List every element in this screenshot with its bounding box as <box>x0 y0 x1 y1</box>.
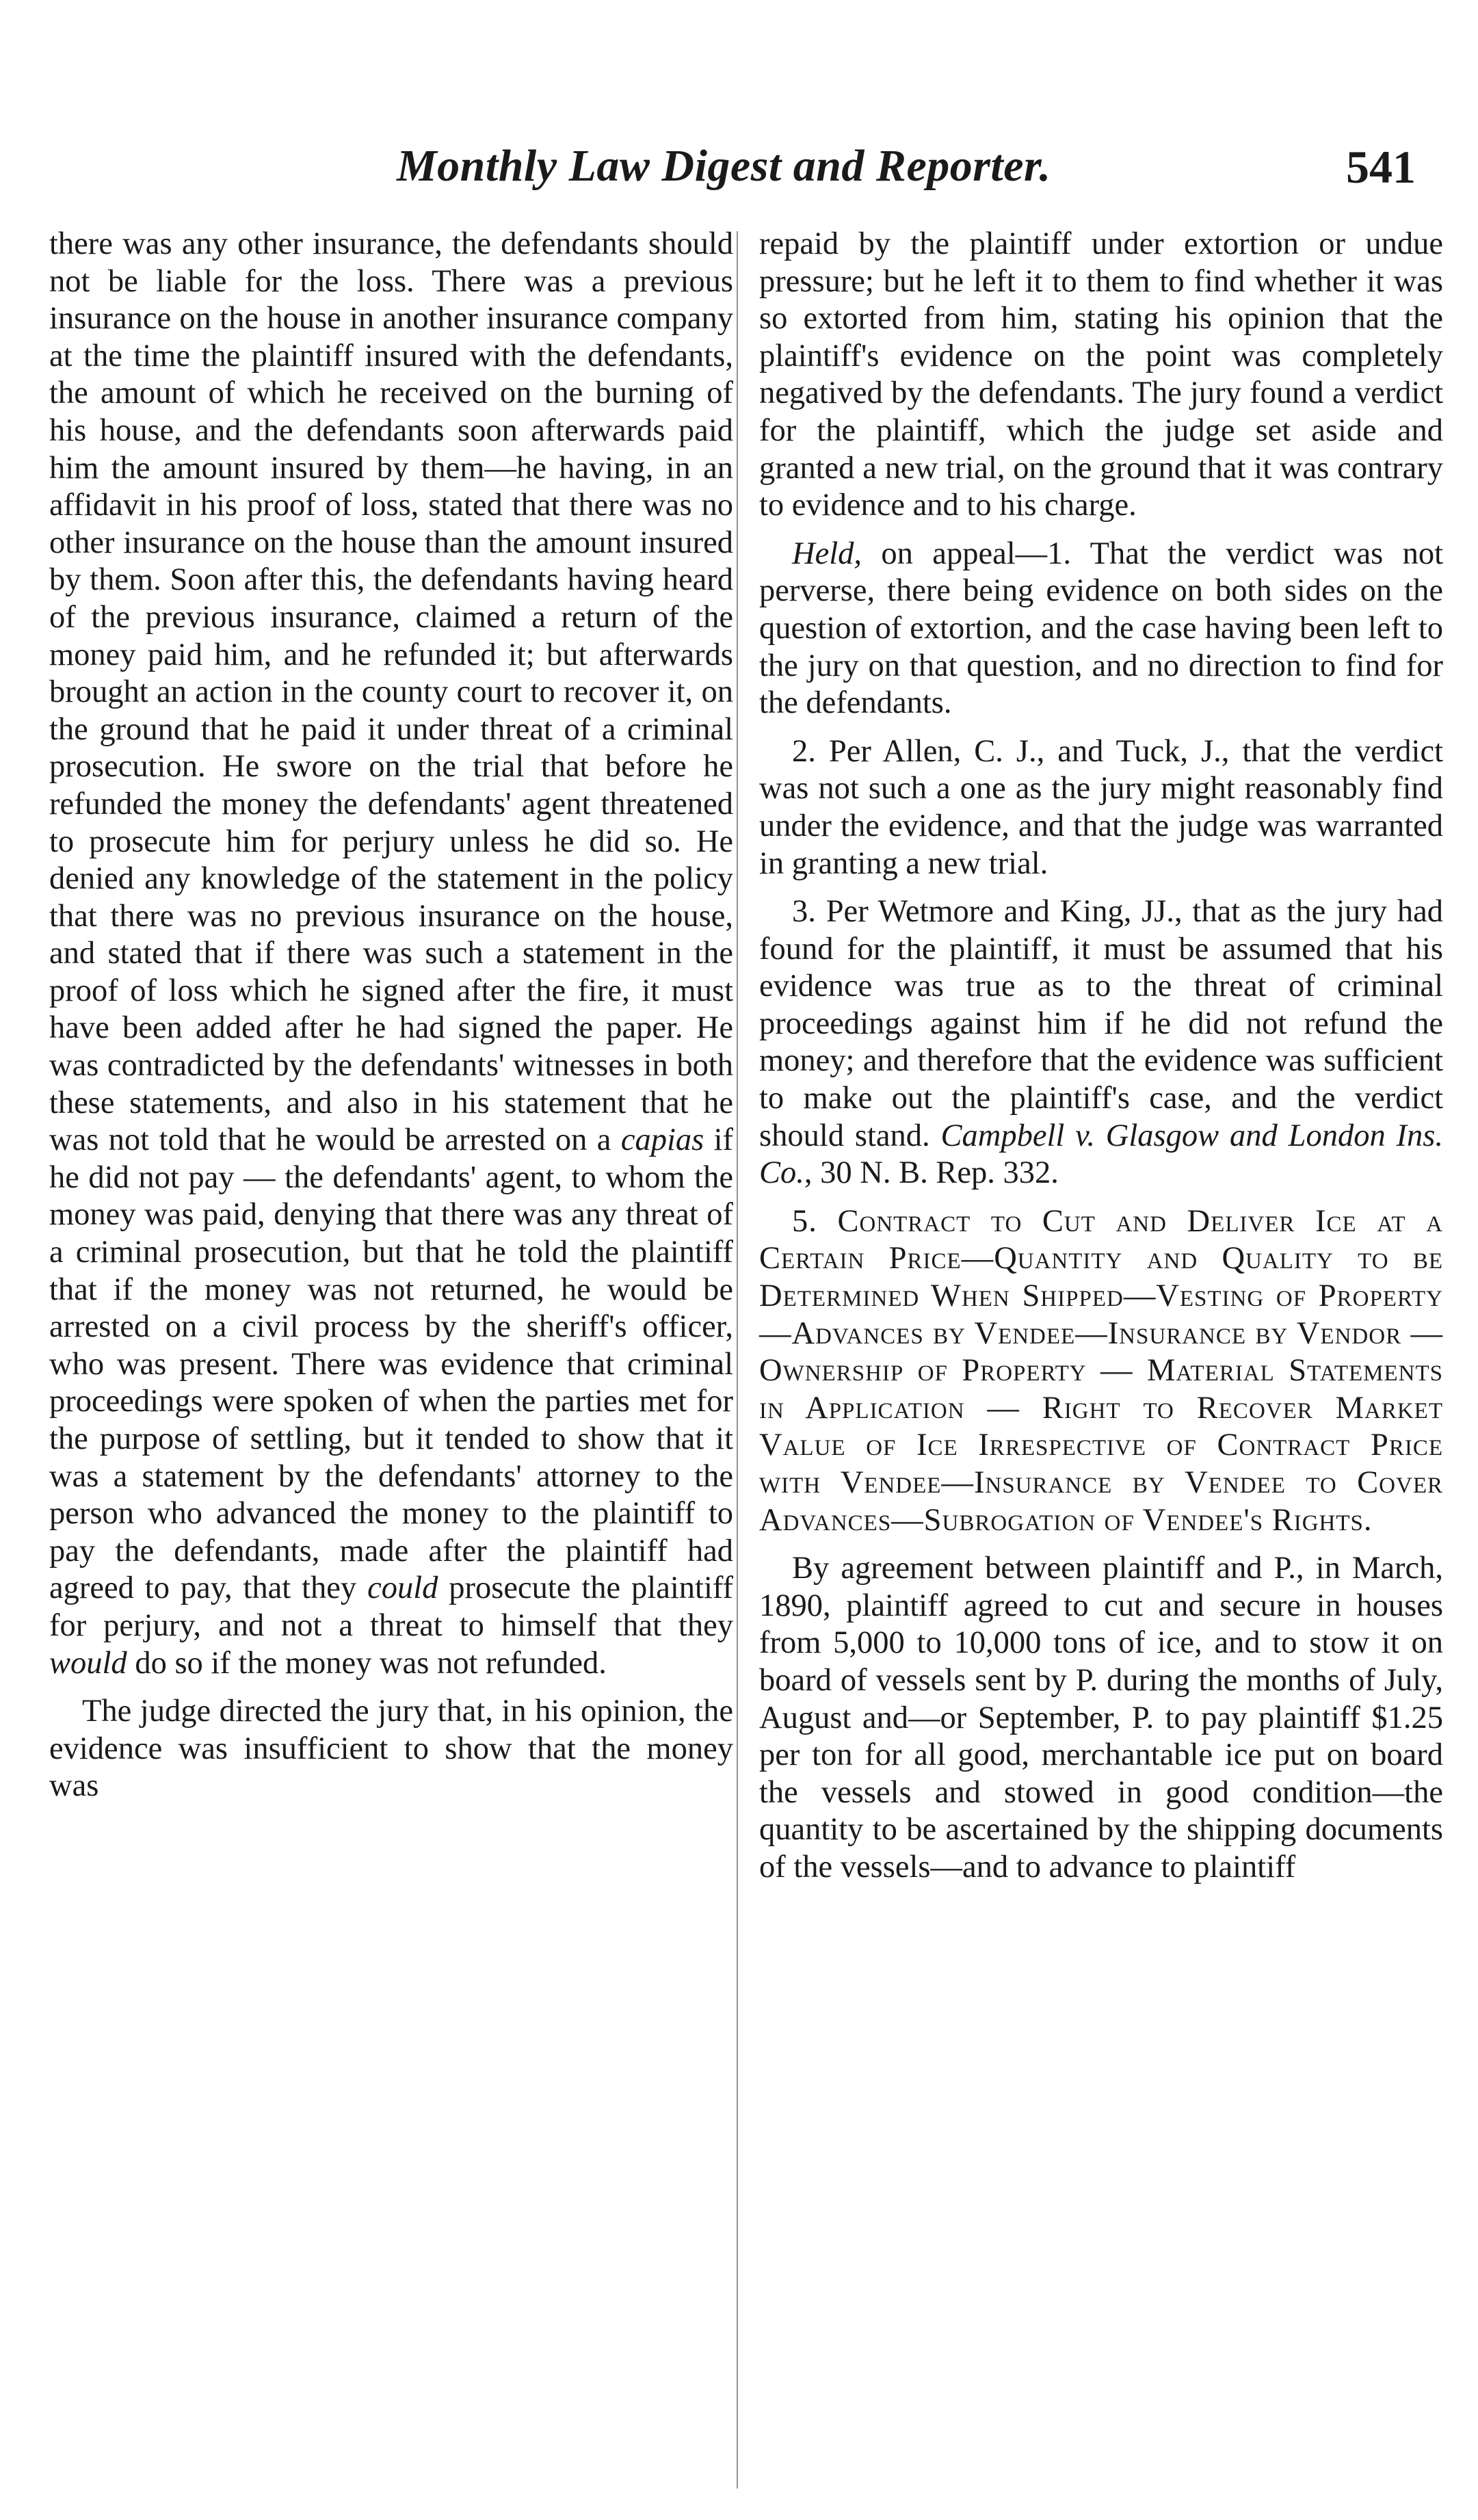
text-segment: prosecute the plaintiff for perjury, and not a threat to himself that they <box>49 1571 733 1643</box>
text-segment: 3. Per Wetmore and King, JJ., that as the jury had found for the plaintiff, it must be assumed that his evidence was true as to the threat of criminal proceedings against him if he did not refund the money; and therefore that the evidence was sufficient to make out the plaintiff's case, and the verdict should stand. <box>759 894 1443 1153</box>
left-column <box>49 226 733 1805</box>
right-paragraph-1: repaid by the plaintiff under extortion or undue pressure; but he left it to them to find whether it was so extorted from him, stating his opinion that the plaintiff's evidence on the point was completely negatived by the defendants. The jury found a verdict for the plaintiff, which the judge set aside and granted a new trial, on the ground that it was contrary to evidence and to his charge. <box>759 226 1443 523</box>
right-column <box>759 226 1443 1887</box>
running-title: Monthly Law Digest and Reporter. <box>397 141 1051 191</box>
emphasis-capias: capias <box>620 1123 704 1158</box>
citation-reference: , 30 N. B. Rep. 332. <box>804 1155 1059 1191</box>
held-label: Held, <box>792 536 862 571</box>
right-paragraph-4: By agreement between plaintiff and P., in March, 1890, plaintiff agreed to cut and secure in houses from 5,000 to 10,000 tons of ice, and to stow it on board of vessels sent by P. during the months of July, August and—or September, P. to pay plaintiff $1.25 per ton for all good, merchantable ice put on board the vessels and stowed in good condition—the quantity to be ascertained by the shipping documents of the vessels—and to advance to plaintiff <box>759 1551 1443 1885</box>
column-divider <box>737 231 738 2489</box>
right-paragraph-3 <box>759 893 1443 1192</box>
case-heading: 5. Contract to Cut and Deliver Ice at a Certain Price—Quantity and Quality to be Determined When Shipped—Vesting of Property—Advances by Vendee—Insurance by Vendor — Ownership of Property — Material Statements in Application — Right to Recover Market Value of Ice Irrespective of Contract Price with Vendee—Insurance by Vendee to Cover Advances—Subrogation of Vendee's Rights. <box>759 1203 1443 1538</box>
left-paragraph-1 <box>49 226 733 1682</box>
page-number: 541 <box>1346 141 1416 193</box>
citation-case-name: Campbell v. Glasgow and London Ins. Co. <box>759 1118 1443 1191</box>
emphasis-would: would <box>49 1645 127 1681</box>
text-segment: there was any other insurance, the defendants should not be liable for the loss. There was a previous insurance on the house in another insurance company at the time the plaintiff insured with the defendants, the amount of which he received on the burning of his house, and the defendants soon afterwards paid him the amount insured by them—he having, in an affidavit in his proof of loss, stated that there was no other insurance on the house than the amount insured by them. Soon after this, the defendants having heard of the previous insurance, claimed a return of the money paid him, and he refunded it; but afterwards brought an action in the county court to recover it, on the ground that he paid it under threat of a criminal prosecution. He swore on the trial that before he refunded the money the defendants' agent threatened to prosecute him for perjury unless he did so. He denied any knowledge of the statement in the policy that there was no previous insurance on the house, and stated that if there was such a statement in the proof of loss which he signed after the fire, it must have been added after he had signed the paper. He was contradicted by the defendants' witnesses in both these statements, and also in his statement that he was not told that he would be arrested on a <box>49 226 733 1158</box>
text-segment: if he did not pay — the defendants' agent, to whom the money was paid, denying that there was any threat of a criminal prosecution, but that he told the plaintiff that if the money was not returned, he would be arrested on a civil process by the sheriff's officer, who was present. There was evidence that criminal proceedings were spoken of when the parties met for the purpose of settling, but it tended to show that it was a statement by the defendants' attorney to the person who advanced the money to the plaintiff to pay the defendants, made after the plaintiff had agreed to pay, that they <box>49 1123 733 1606</box>
right-paragraph-2: 2. Per Allen, C. J., and Tuck, J., that the verdict was not such a one as the jury might reasonably find under the evidence, and that the judge was warranted in granting a new trial. <box>759 733 1443 881</box>
text-segment: on appeal—1. That the verdict was not perverse, there being evidence on both sides on the question of extortion, and the case having been left to the jury on that question, and no direction to find for the defendants. <box>759 536 1443 721</box>
emphasis-could: could <box>367 1571 438 1606</box>
page-header <box>397 140 1416 202</box>
text-segment: do so if the money was not refunded. <box>127 1645 607 1681</box>
left-paragraph-2: The judge directed the jury that, in his opinion, the evidence was insufficient to show that the money was <box>49 1694 733 1804</box>
right-paragraph-held <box>759 536 1443 722</box>
